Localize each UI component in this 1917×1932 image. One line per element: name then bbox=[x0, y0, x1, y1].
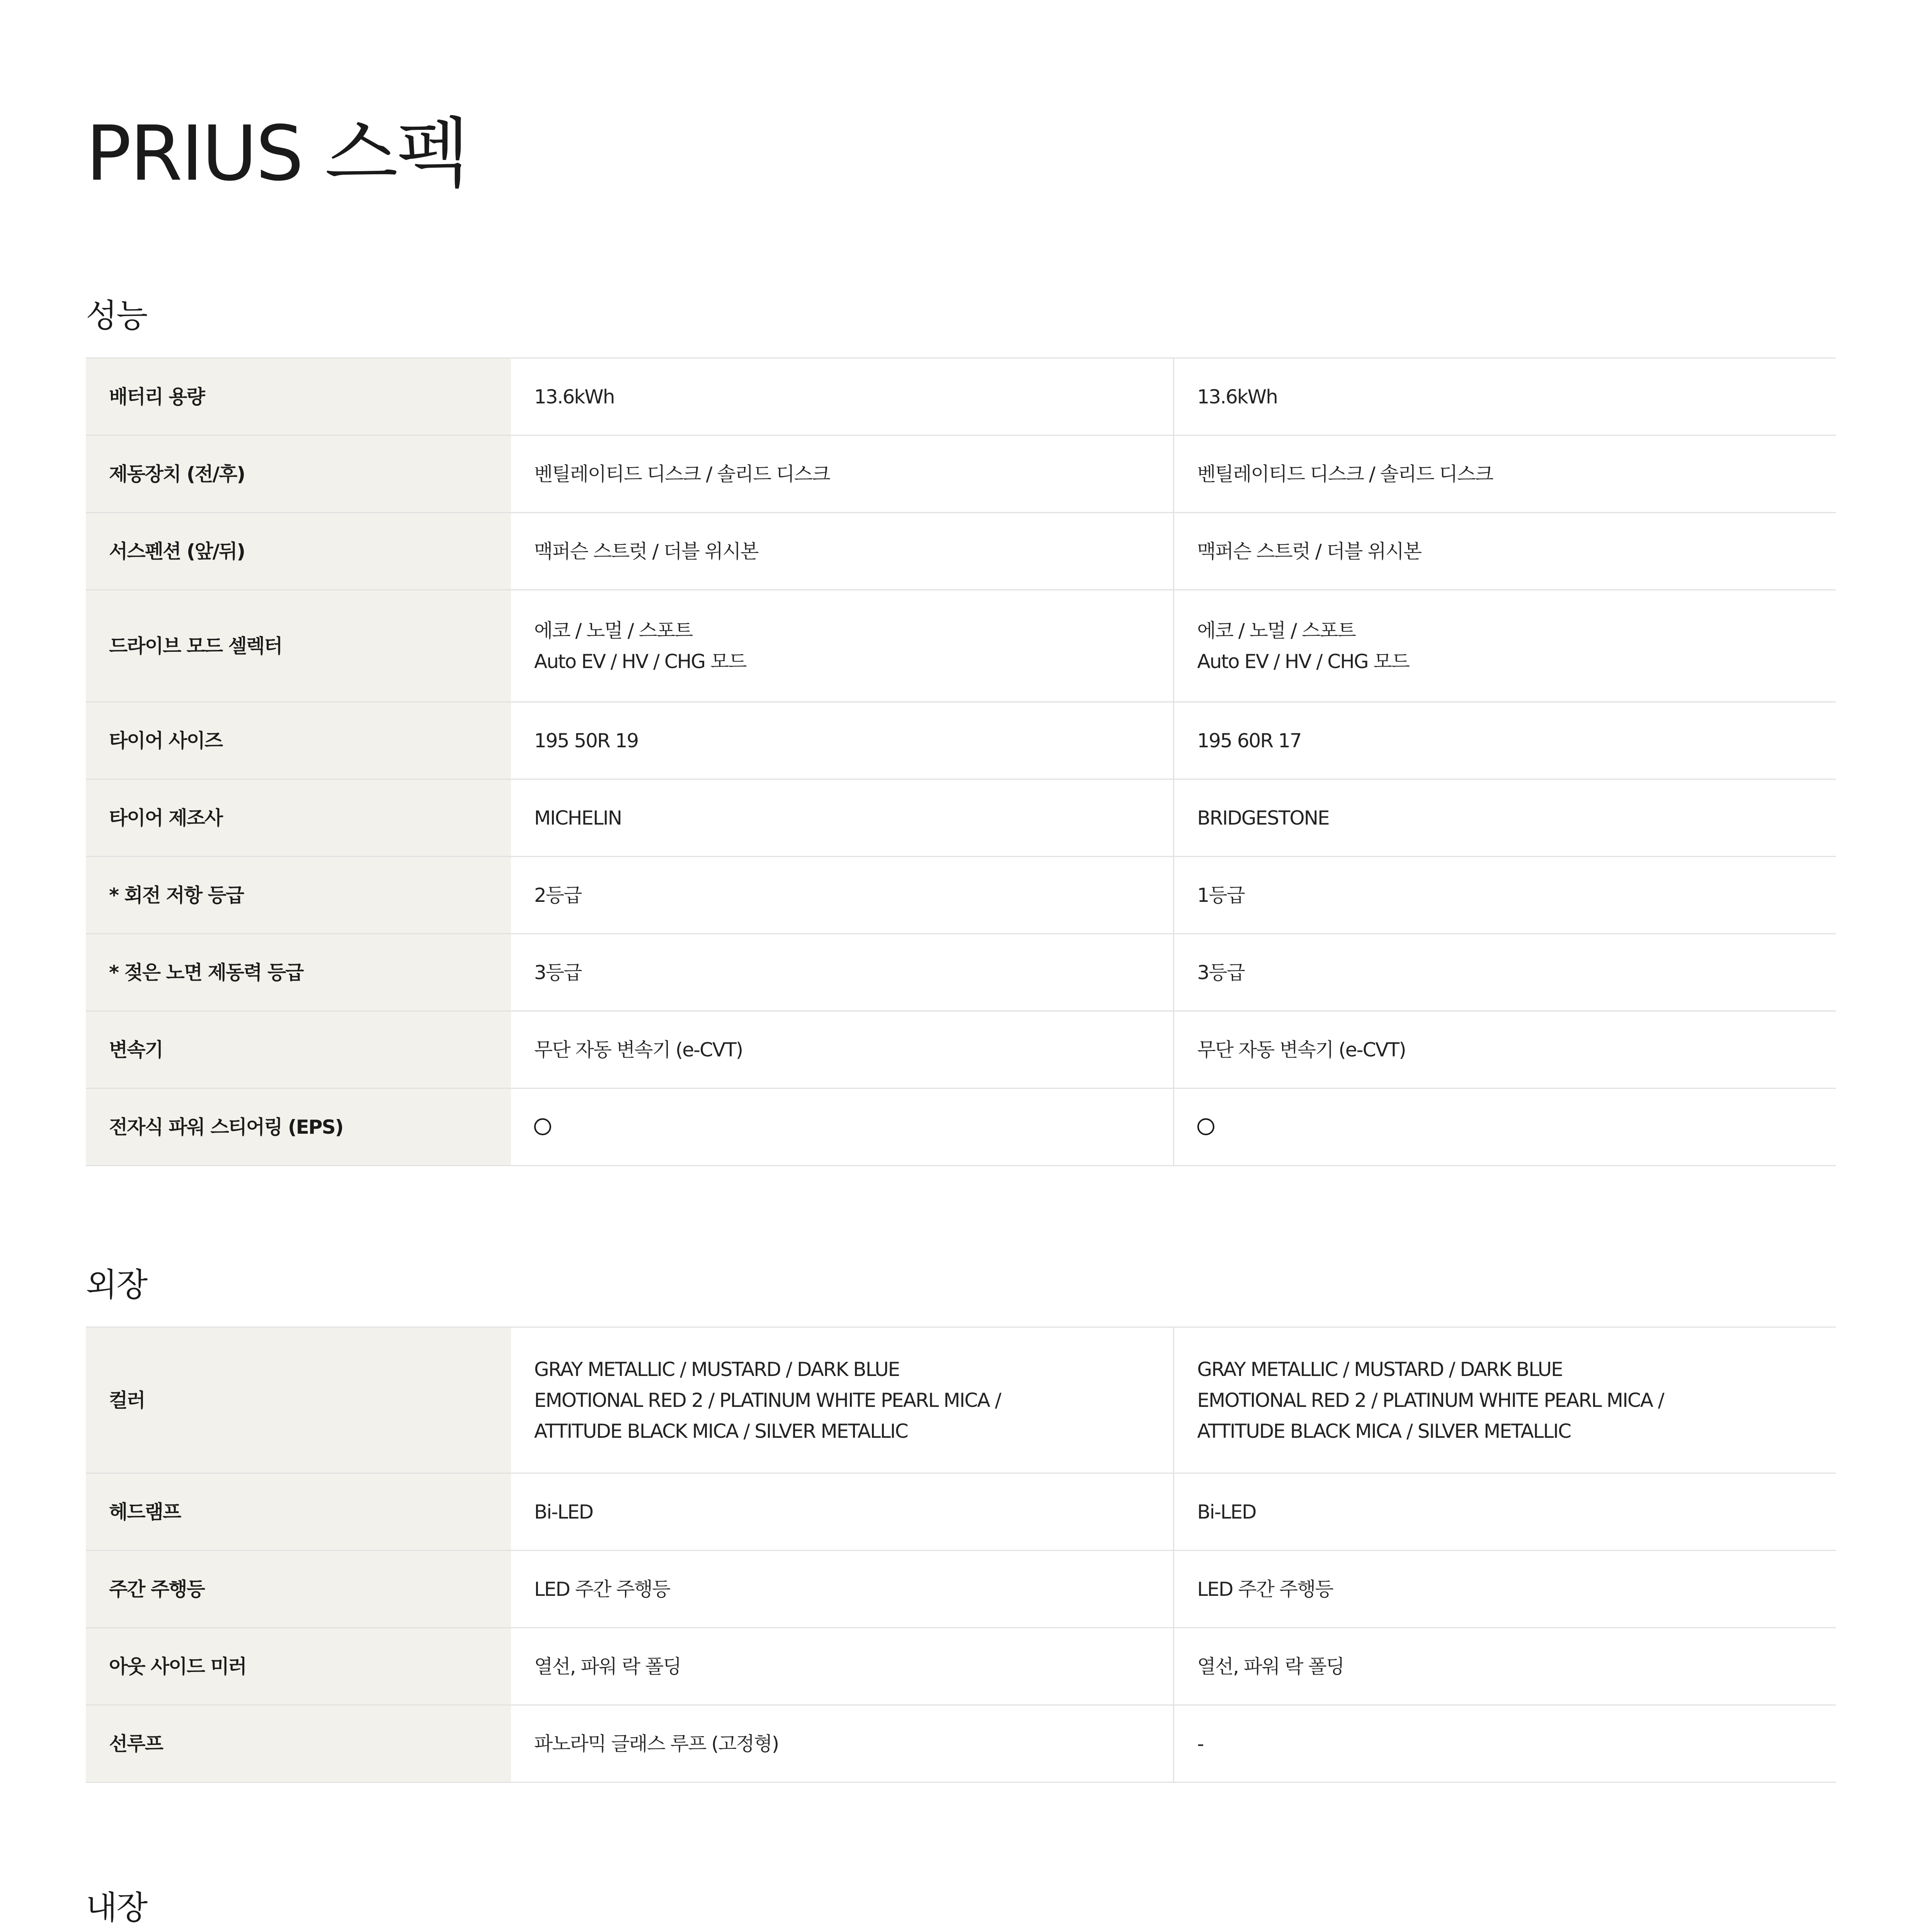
row-value-left: 열선, 파워 락 폴딩 bbox=[511, 1628, 1173, 1705]
row-value-left: 파노라믹 글래스 루프 (고정형) bbox=[511, 1705, 1173, 1782]
section-title-interior: 내장 bbox=[86, 1889, 147, 1927]
row-label: 전자식 파워 스티어링 (EPS) bbox=[86, 1088, 511, 1166]
table-row bbox=[86, 1327, 1836, 1473]
row-value-right: 195 60R 17 bbox=[1197, 729, 1301, 752]
row-label: 타이어 사이즈 bbox=[86, 702, 511, 779]
row-value-right: 맥퍼슨 스트럿 / 더블 위시본 bbox=[1197, 540, 1422, 563]
row-value-right bbox=[1173, 1088, 1836, 1166]
table-row bbox=[86, 779, 1836, 857]
table-row bbox=[86, 702, 1836, 779]
row-label: 아웃 사이드 미러 bbox=[86, 1628, 511, 1705]
table-row bbox=[86, 1705, 1836, 1782]
available-circle-icon bbox=[534, 1118, 551, 1135]
exterior-table bbox=[86, 1327, 1836, 1783]
row-value-right: Bi-LED bbox=[1197, 1500, 1256, 1523]
table-row bbox=[86, 1011, 1836, 1088]
row-value-left: 13.6kWh bbox=[511, 358, 1173, 435]
row-value-right: 1등급 bbox=[1197, 884, 1245, 906]
table-row bbox=[86, 1551, 1836, 1628]
table-row bbox=[86, 358, 1836, 435]
row-value-right: - bbox=[1197, 1732, 1204, 1755]
row-value-left: 맥퍼슨 스트럿 / 더블 위시본 bbox=[511, 513, 1173, 590]
table-row bbox=[86, 1628, 1836, 1705]
row-value-left: 3등급 bbox=[511, 934, 1173, 1011]
row-value-left: MICHELIN bbox=[511, 779, 1173, 857]
row-label: 배터리 용량 bbox=[86, 358, 511, 435]
row-label: 변속기 bbox=[86, 1011, 511, 1088]
section-interior bbox=[86, 1891, 1836, 1932]
section-performance bbox=[86, 299, 1836, 1166]
row-label: 선루프 bbox=[86, 1705, 511, 1782]
row-label: 서스펜션 (앞/뒤) bbox=[86, 513, 511, 590]
section-title-exterior: 외장 bbox=[86, 1266, 147, 1304]
row-label: 컬러 bbox=[86, 1327, 511, 1473]
row-value-left: 2등급 bbox=[511, 857, 1173, 934]
row-value-left: GRAY METALLIC / MUSTARD / DARK BLUE EMOTIONAL RED 2 / PLATINUM WHITE PEARL MICA / ATTITUDE BLACK MICA / SILVER METALLIC bbox=[511, 1327, 1173, 1473]
row-label: 제동장치 (전/후) bbox=[86, 435, 511, 513]
table-row bbox=[86, 1473, 1836, 1551]
row-value-right: 3등급 bbox=[1197, 961, 1245, 984]
row-value-left: 에코 / 노멀 / 스포트 Auto EV / HV / CHG 모드 bbox=[511, 590, 1173, 702]
row-value-left: LED 주간 주행등 bbox=[511, 1551, 1173, 1628]
row-value-right: BRIDGESTONE bbox=[1197, 806, 1329, 829]
row-label: 드라이브 모드 셀렉터 bbox=[86, 590, 511, 702]
row-value-right: LED 주간 주행등 bbox=[1197, 1578, 1333, 1600]
row-value-right: 에코 / 노멀 / 스포트 Auto EV / HV / CHG 모드 bbox=[1197, 619, 1410, 673]
table-row bbox=[86, 1088, 1836, 1166]
table-row bbox=[86, 435, 1836, 513]
table-row bbox=[86, 590, 1836, 702]
section-title-performance: 성능 bbox=[86, 297, 147, 335]
row-value-left: 벤틸레이티드 디스크 / 솔리드 디스크 bbox=[511, 435, 1173, 513]
row-value-left: 195 50R 19 bbox=[511, 702, 1173, 779]
row-value-right: 13.6kWh bbox=[1197, 385, 1277, 408]
row-label: 타이어 제조사 bbox=[86, 779, 511, 857]
section-exterior bbox=[86, 1266, 1836, 1783]
row-label: 주간 주행등 bbox=[86, 1551, 511, 1628]
row-label: * 회전 저항 등급 bbox=[86, 857, 511, 934]
row-value-left: 무단 자동 변속기 (e-CVT) bbox=[511, 1011, 1173, 1088]
page-title: PRIUS 스펙 bbox=[86, 110, 468, 198]
row-label: * 젖은 노면 제동력 등급 bbox=[86, 934, 511, 1011]
row-value-left bbox=[511, 1088, 1173, 1166]
performance-table bbox=[86, 357, 1836, 1166]
table-row bbox=[86, 857, 1836, 934]
row-value-left: Bi-LED bbox=[511, 1473, 1173, 1551]
row-value-right: GRAY METALLIC / MUSTARD / DARK BLUE EMOTIONAL RED 2 / PLATINUM WHITE PEARL MICA / ATTITUDE BLACK MICA / SILVER METALLIC bbox=[1197, 1358, 1664, 1442]
row-value-right: 열선, 파워 락 폴딩 bbox=[1197, 1655, 1344, 1678]
table-row bbox=[86, 934, 1836, 1011]
table-row bbox=[86, 513, 1836, 590]
row-value-right: 벤틸레이티드 디스크 / 솔리드 디스크 bbox=[1197, 463, 1493, 485]
row-label: 헤드램프 bbox=[86, 1473, 511, 1551]
available-circle-icon bbox=[1197, 1118, 1214, 1135]
row-value-right: 무단 자동 변속기 (e-CVT) bbox=[1197, 1038, 1406, 1061]
